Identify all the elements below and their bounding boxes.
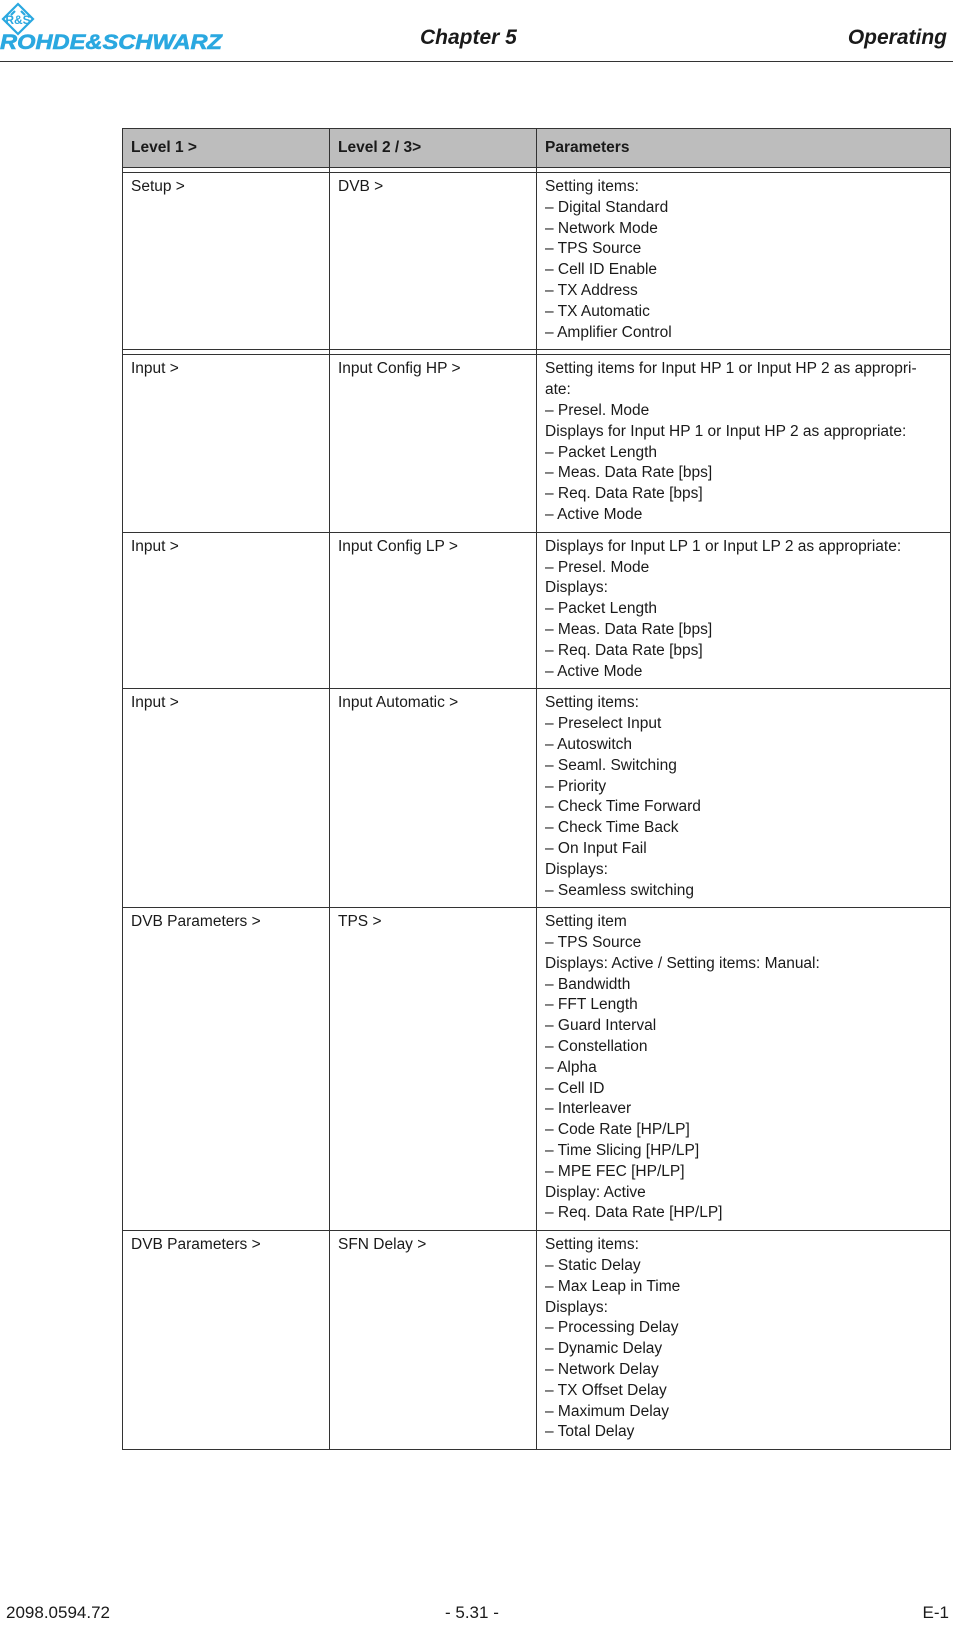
table-row [123, 173, 951, 350]
parameter-line: – Time Slicing [HP/LP] [545, 1142, 700, 1160]
parameter-line: Setting item [545, 913, 627, 931]
column-header-parameters: Parameters [537, 129, 951, 168]
parameter-line: Display: Active [545, 1183, 646, 1201]
parameter-line: – Preselect Input [545, 715, 662, 733]
parameter-line: Setting items for Input HP 1 or Input HP 2 as appropri-ate: [545, 360, 917, 399]
parameter-line: – Network Delay [545, 1361, 659, 1379]
table-body [123, 173, 951, 1450]
cell-parameters [537, 1231, 951, 1450]
cell-level1: Setup > [123, 173, 330, 350]
edition: E-1 [922, 1603, 949, 1622]
parameter-line: – Presel. Mode [545, 558, 650, 576]
cell-level1: DVB Parameters > [123, 1231, 330, 1450]
parameter-line: Setting items: [545, 178, 639, 195]
parameter-line: – Active Mode [545, 662, 643, 680]
parameter-line: – TX Offset Delay [545, 1381, 667, 1399]
cell-level1: Input > [123, 532, 330, 689]
parameter-line: – Alpha [545, 1058, 597, 1076]
parameter-line: – Req. Data Rate [bps] [545, 485, 703, 503]
parameter-line: – TPS Source [545, 934, 642, 952]
parameter-line: – Bandwidth [545, 975, 631, 993]
parameter-line: – Digital Standard [545, 198, 669, 216]
parameter-line: – Check Time Forward [545, 798, 701, 816]
parameter-line: – Network Mode [545, 219, 658, 237]
cell-level2: DVB > [330, 173, 537, 350]
parameter-line: – Maximum Delay [545, 1402, 670, 1420]
parameter-line: – Cell ID Enable [545, 261, 658, 279]
parameter-line: – On Input Fail [545, 839, 647, 857]
parameter-line: – Interleaver [545, 1100, 632, 1118]
parameter-line: Displays: [545, 1298, 608, 1316]
parameter-line: – Static Delay [545, 1257, 641, 1275]
parameter-line: – MPE FEC [HP/LP] [545, 1162, 685, 1180]
parameter-line: – Seaml. Switching [545, 756, 677, 774]
parameter-line: Displays: [545, 579, 608, 597]
cell-level2: Input Config HP > [330, 355, 537, 532]
parameter-line: – Active Mode [545, 505, 643, 523]
parameter-line: – Guard Interval [545, 1017, 657, 1035]
section-title: Operating [847, 26, 947, 49]
parameter-line: Setting items: [545, 1236, 639, 1254]
parameter-line: – Dynamic Delay [545, 1340, 663, 1358]
cell-level2: Input Config LP > [330, 532, 537, 689]
parameter-line: – Packet Length [545, 600, 658, 618]
page-number: - 5.31 - [445, 1603, 499, 1622]
chapter-title: Chapter 5 [420, 26, 517, 49]
header-divider [0, 61, 953, 62]
table-row [123, 908, 951, 1231]
parameter-line: – Req. Data Rate [HP/LP] [545, 1204, 723, 1222]
cell-level2: TPS > [330, 908, 537, 1231]
parameter-line: – Amplifier Control [545, 323, 672, 341]
parameter-line: – Packet Length [545, 443, 658, 461]
column-header-level2: Level 2 / 3> [330, 129, 537, 168]
table-row [123, 355, 951, 532]
parameter-line: – Seamless switching [545, 881, 695, 899]
table-header-row [123, 129, 951, 168]
parameter-line: – TX Address [545, 281, 638, 299]
cell-level1: Input > [123, 689, 330, 908]
table-row [123, 532, 951, 689]
parameter-line: – Check Time Back [545, 819, 679, 837]
parameter-line: – Autoswitch [545, 735, 633, 753]
parameter-line: – Cell ID [545, 1079, 605, 1097]
rohde-schwarz-logo [0, 2, 225, 52]
cell-level2: Input Automatic > [330, 689, 537, 908]
parameter-line: Displays: [545, 860, 608, 878]
cell-parameters [537, 173, 951, 350]
parameter-line: Displays: Active / Setting items: Manual: [545, 954, 820, 972]
parameter-line: – Meas. Data Rate [bps] [545, 464, 713, 482]
parameter-line: – FFT Length [545, 996, 638, 1014]
table-row [123, 689, 951, 908]
cell-level2: SFN Delay > [330, 1231, 537, 1450]
parameter-line: – Req. Data Rate [bps] [545, 641, 703, 659]
parameter-line: Setting items: [545, 694, 639, 712]
cell-parameters [537, 908, 951, 1231]
svg-text:R&S: R&S [5, 13, 31, 27]
parameter-line: Displays for Input LP 1 or Input LP 2 as appropriate: [545, 537, 902, 555]
document-number: 2098.0594.72 [6, 1603, 110, 1622]
parameter-line: – Constellation [545, 1038, 648, 1056]
parameter-line: – Total Delay [545, 1423, 635, 1441]
parameter-line: – TPS Source [545, 240, 642, 258]
cell-parameters [537, 689, 951, 908]
cell-parameters [537, 355, 951, 532]
table-row [123, 1231, 951, 1450]
parameter-line: – Max Leap in Time [545, 1277, 681, 1295]
parameter-line: – Priority [545, 777, 607, 795]
brand-wordmark: ROHDE&SCHWARZ [0, 31, 224, 52]
cell-level1: Input > [123, 355, 330, 532]
cell-level1: DVB Parameters > [123, 908, 330, 1231]
menu-structure-table [122, 128, 951, 1450]
parameter-line: – Processing Delay [545, 1319, 679, 1337]
parameter-line: – Presel. Mode [545, 401, 650, 419]
column-header-level1: Level 1 > [123, 129, 330, 168]
parameter-line: – Meas. Data Rate [bps] [545, 620, 713, 638]
parameter-line: Displays for Input HP 1 or Input HP 2 as appropriate: [545, 422, 907, 440]
parameter-line: – TX Automatic [545, 302, 650, 320]
parameter-line: – Code Rate [HP/LP] [545, 1121, 690, 1139]
cell-parameters [537, 532, 951, 689]
